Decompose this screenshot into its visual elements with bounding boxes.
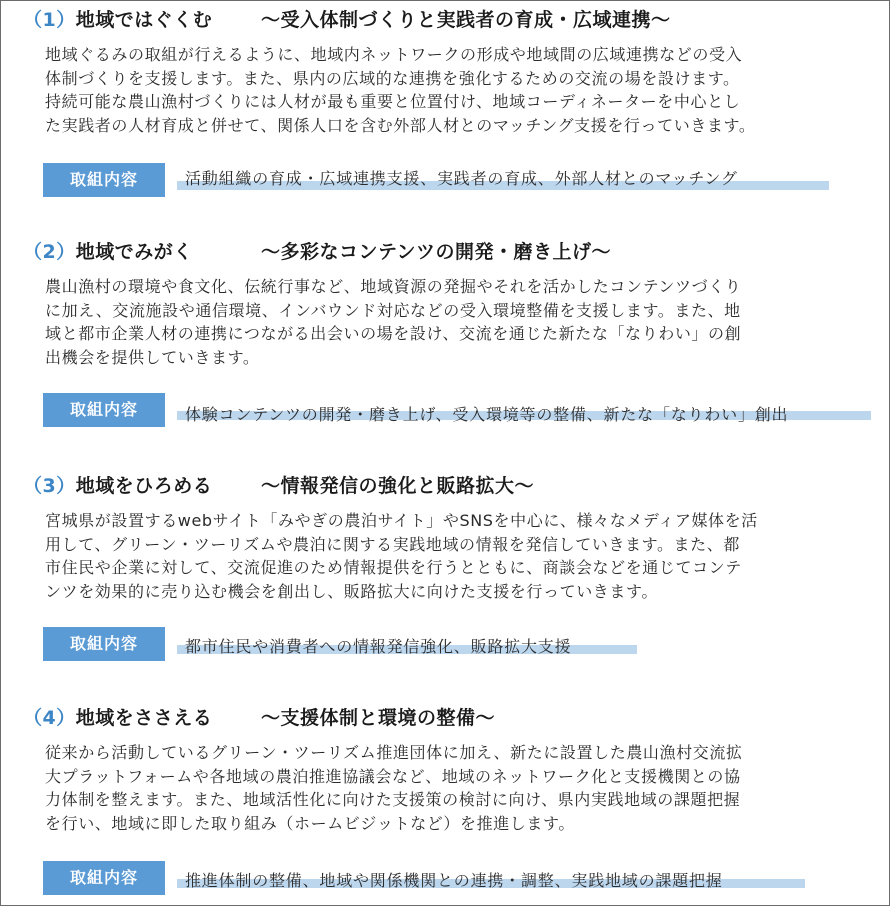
body-line: 域と都市企業人材の連携につながる出会いの場を設け、交流を通じた新たな「なりわい」の創 bbox=[45, 324, 742, 344]
section-body bbox=[45, 509, 855, 603]
section-title: 地域でみがく bbox=[75, 241, 193, 263]
section-subtitle: ～多彩なコンテンツの開発・磨き上げ～ bbox=[261, 241, 612, 263]
section-subtitle: ～情報発信の強化と販路拡大～ bbox=[261, 475, 535, 497]
body-line: 持続可能な農山漁村づくりには人材が最も重要と位置付け、地域コーディネーターを中心とし bbox=[45, 92, 741, 112]
section-number: （4） bbox=[23, 707, 76, 729]
section-title: 地域をひろめる bbox=[75, 475, 213, 497]
section-heading bbox=[23, 237, 612, 267]
body-line: に加え、交流施設や通信環境、インバウンド対応などの受入環境整備を支援します。また、地 bbox=[45, 300, 741, 320]
section-number: （1） bbox=[23, 9, 76, 31]
section-heading bbox=[23, 5, 671, 35]
initiative-tag: 取組内容 bbox=[43, 627, 165, 661]
body-line: 地域ぐるみの取組が行えるように、地域内ネットワークの形成や地域間の広域連携などの受入 bbox=[45, 45, 743, 64]
body-line: 体制づくりを支援します。また、県内の広域的な連携を強化するための交流の場を設けます。 bbox=[45, 68, 740, 88]
body-line: 力体制を整えます。また、地域活性化に向けた支援策の検討に向け、県内実践地域の課題把握 bbox=[45, 790, 741, 810]
body-line: た実践者の人材育成と併せて、関係人口を含む外部人材とのマッチング支援を行っていきます。 bbox=[45, 115, 756, 135]
body-line: 大プラットフォームや各地域の農泊推進協議会など、地域のネットワーク化と支援機関との協 bbox=[45, 766, 741, 786]
section-title: 地域をささえる bbox=[75, 707, 213, 729]
section-heading bbox=[23, 703, 496, 733]
initiative-tag: 取組内容 bbox=[43, 163, 165, 197]
body-line: 宮城県が設置するwebサイト「みやぎの農泊サイト」やSNSを中心に、様々なメディア媒体を活 bbox=[45, 511, 758, 530]
body-line: を行い、地域に即した取り組み（ホームビジットなど）を推進します。 bbox=[45, 813, 575, 833]
initiative-summary: 体験コンテンツの開発・磨き上げ、受入環境等の整備、新たな「なりわい」創出 bbox=[185, 405, 789, 424]
body-line: 農山漁村の環境や食文化、伝統行事など、地域資源の発掘やそれを活かしたコンテンツづくり bbox=[45, 277, 742, 296]
section-heading bbox=[23, 471, 535, 501]
section-number: （3） bbox=[23, 475, 76, 497]
section-subtitle: ～支援体制と環境の整備～ bbox=[261, 707, 496, 729]
body-line: 用して、グリーン・ツーリズムや農泊に関する実践地域の情報を発信していきます。また、都 bbox=[45, 534, 740, 554]
initiative-summary: 都市住民や消費者への情報発信強化、販路拡大支援 bbox=[185, 637, 572, 656]
initiative-tag: 取組内容 bbox=[43, 393, 165, 427]
initiative-summary: 推進体制の整備、地域や関係機関との連携・調整、実践地域の課題把握 bbox=[185, 871, 723, 890]
body-line: ンツを効果的に売り込む機会を創出し、販路拡大に向けた支援を行っていきます。 bbox=[45, 581, 658, 601]
section-body bbox=[45, 43, 855, 137]
body-line: 出機会を提供していきます。 bbox=[45, 347, 260, 367]
section-title: 地域ではぐくむ bbox=[75, 9, 213, 31]
section-subtitle: ～受入体制づくりと実践者の育成・広域連携～ bbox=[261, 9, 671, 31]
initiative-tag: 取組内容 bbox=[43, 861, 165, 895]
body-line: 市住民や企業に対して、交流促進のため情報提供を行うとともに、商談会などを通じてコンテ bbox=[45, 558, 742, 578]
section-body bbox=[45, 741, 855, 835]
section-body bbox=[45, 275, 855, 369]
body-line: 従来から活動しているグリーン・ツーリズム推進団体に加え、新たに設置した農山漁村交流拡 bbox=[45, 743, 743, 762]
section-number: （2） bbox=[23, 241, 76, 263]
initiative-summary: 活動組織の育成・広域連携支援、実践者の育成、外部人材とのマッチング bbox=[185, 169, 738, 188]
